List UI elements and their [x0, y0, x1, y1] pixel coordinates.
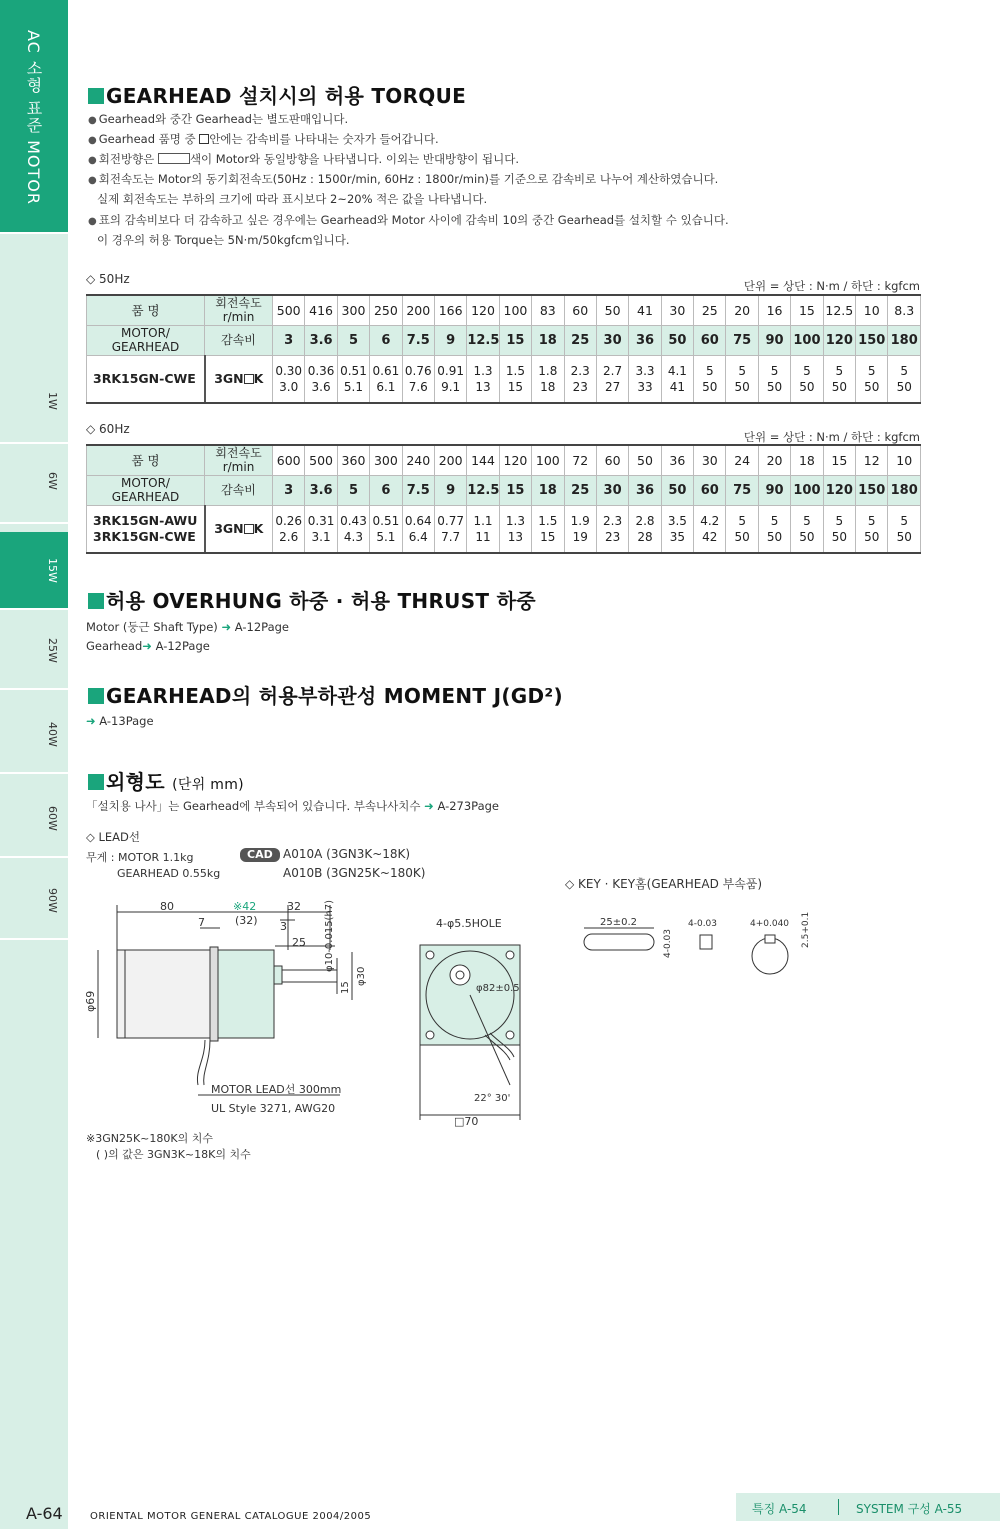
dim-hole: 4-φ5.5HOLE	[436, 917, 502, 930]
overhung-ref-line	[86, 619, 289, 635]
torque-cell: 5 50	[791, 355, 823, 403]
ratio-cell: 15	[499, 475, 531, 505]
torque-cell: 1.5 15	[532, 505, 564, 553]
speed-cell: 120	[499, 445, 531, 475]
model-cell: 3RK15GN-CWE	[87, 355, 205, 403]
speed-cell: 60	[564, 295, 596, 325]
thrust-ref-line	[86, 639, 210, 653]
motor-gearhead-header: MOTOR/ GEARHEAD	[87, 325, 205, 355]
sidebar-tab-label: 25W	[46, 638, 59, 663]
name-header: 품 명	[87, 295, 205, 325]
note-text: 색이 Motor와 동일방향을 나타냅니다. 이외는 반대방향이 됩니다.	[189, 152, 520, 166]
torque-cell: 5 50	[888, 355, 921, 403]
sidebar-tab-25w[interactable]	[0, 612, 68, 690]
catalog-title: ORIENTAL MOTOR GENERAL CATALOGUE 2004/2005	[90, 1511, 372, 1522]
speed-cell: 50	[596, 295, 628, 325]
sidebar-spacer	[0, 232, 68, 366]
note-line: 실제 회전속도는 부하의 크기에 따라 표시보다 2~20% 적은 값을 나타냅니다.	[97, 192, 488, 206]
speed-cell: 250	[370, 295, 402, 325]
ref-text: Motor (둥근 Shaft Type)	[86, 620, 218, 634]
torque-cell: 0.61 6.1	[370, 355, 402, 403]
ratio-cell: 18	[532, 475, 564, 505]
sidebar-tab-label: 40W	[46, 722, 59, 747]
footer-divider	[838, 1499, 839, 1515]
sidebar-tab-6w[interactable]	[0, 446, 68, 524]
ratio-cell: 100	[791, 475, 823, 505]
section-unit: (단위 mm)	[172, 777, 244, 793]
speed-cell: 24	[726, 445, 758, 475]
arrow-right-icon: ➜	[86, 714, 96, 728]
ratio-cell: 150	[856, 325, 888, 355]
torque-cell: 0.30 3.0	[273, 355, 305, 403]
ratio-cell: 120	[823, 475, 855, 505]
section-title-text: 외형도	[106, 770, 165, 794]
dim-angle: 22° 30'	[474, 1093, 511, 1104]
speed-cell: 120	[467, 295, 499, 325]
torque-cell: 0.26 2.6	[273, 505, 305, 553]
speed-cell: 72	[564, 445, 596, 475]
torque-cell: 5 50	[856, 505, 888, 553]
section-title-text: GEARHEAD의 허용부하관성 MOMENT J(GD²)	[106, 684, 563, 708]
dim-square: □70	[454, 1115, 479, 1128]
torque-cell: 5 50	[823, 355, 855, 403]
dim-25: 25	[292, 936, 306, 949]
ratio-cell: 150	[856, 475, 888, 505]
torque-cell: 1.8 18	[532, 355, 564, 403]
ratio-cell: 25	[564, 325, 596, 355]
key-drawing	[570, 898, 820, 978]
section-title-dimensions	[88, 766, 244, 795]
ratio-cell: 60	[694, 325, 726, 355]
sidebar-tab-40w[interactable]	[0, 696, 68, 774]
key-label: ◇ KEY · KEY홈(GEARHEAD 부속품)	[565, 877, 763, 891]
torque-cell: 3.3 33	[629, 355, 661, 403]
ratio-cell: 3	[273, 325, 305, 355]
note-text: 「설치용 나사」는 Gearhead에 부속되어 있습니다. 부속나사치수	[86, 799, 421, 813]
cad-label: CAD	[240, 848, 280, 862]
speed-cell: 50	[629, 445, 661, 475]
speed-cell: 41	[629, 295, 661, 325]
speed-cell: 60	[596, 445, 628, 475]
ratio-cell: 60	[694, 475, 726, 505]
ratio-cell: 3.6	[305, 325, 337, 355]
speed-cell: 500	[273, 295, 305, 325]
freq-60hz-label: ◇ 60Hz	[86, 422, 130, 436]
speed-cell: 30	[694, 445, 726, 475]
section-square-icon	[88, 688, 104, 704]
key-width-2: 4-0.03	[688, 919, 718, 929]
speed-cell: 200	[434, 445, 466, 475]
sidebar-tab-label: 60W	[46, 806, 59, 831]
footnote-1: ※3GN25K~180K의 치수	[86, 1132, 213, 1145]
ratio-cell: 90	[758, 475, 790, 505]
speed-cell: 18	[791, 445, 823, 475]
ratio-cell: 75	[726, 325, 758, 355]
torque-cell: 0.43 4.3	[337, 505, 369, 553]
torque-cell: 2.3 23	[596, 505, 628, 553]
section-title-torque	[88, 80, 466, 109]
ratio-cell: 180	[888, 475, 921, 505]
section-square-icon	[88, 88, 104, 104]
sidebar-tab-label: 15W	[46, 558, 59, 583]
side-view-drawing	[80, 890, 380, 1130]
note-line: 이 경우의 허용 Torque는 5N·m/50kgfcm입니다.	[97, 233, 350, 247]
ratio-cell: 50	[661, 325, 693, 355]
torque-cell: 1.3 13	[499, 505, 531, 553]
torque-cell: 4.1 41	[661, 355, 693, 403]
section-title-text: 허용 OVERHUNG 하중 · 허용 THRUST 하중	[106, 589, 536, 613]
speed-cell: 300	[370, 445, 402, 475]
note-text: 안에는 감속비를 나타내는 숫자가 들어갑니다.	[209, 132, 439, 146]
ratio-cell: 25	[564, 475, 596, 505]
speed-cell: 10	[856, 295, 888, 325]
ratio-cell: 9	[434, 325, 466, 355]
lead-spec-2: UL Style 3271, AWG20	[211, 1102, 336, 1115]
speed-cell: 10	[888, 445, 921, 475]
sidebar-tab-60w[interactable]	[0, 780, 68, 858]
front-view-drawing	[410, 905, 540, 1130]
key-length: 25±0.2	[600, 917, 638, 928]
speed-cell: 15	[823, 445, 855, 475]
torque-cell: 4.2 42	[694, 505, 726, 553]
motor-gearhead-header: MOTOR/ GEARHEAD	[87, 475, 205, 505]
speed-cell: 144	[467, 445, 499, 475]
sidebar-tab-90w[interactable]	[0, 862, 68, 940]
dim-32-paren: (32)	[235, 914, 258, 927]
key-width-1: 4-0.03	[663, 928, 673, 958]
sidebar-main-tab[interactable]	[0, 0, 68, 232]
ratio-cell: 18	[532, 325, 564, 355]
speed-cell: 360	[337, 445, 369, 475]
dim-pcd: φ82±0.5	[476, 983, 520, 994]
torque-cell: 5 50	[726, 355, 758, 403]
ratio-cell: 50	[661, 475, 693, 505]
speed-cell: 36	[661, 445, 693, 475]
speed-header: 회전속도 r/min	[205, 295, 273, 325]
ratio-cell: 120	[823, 325, 855, 355]
torque-cell: 5 50	[856, 355, 888, 403]
ratio-cell: 30	[596, 475, 628, 505]
arrow-right-icon: ➜	[424, 799, 434, 813]
section-title-moment	[88, 680, 563, 709]
freq-50hz-label: ◇ 50Hz	[86, 272, 130, 286]
torque-cell: 5 50	[758, 505, 790, 553]
arrow-right-icon: ➜	[142, 639, 152, 653]
torque-cell: 2.8 28	[629, 505, 661, 553]
ratio-header: 감속비	[205, 325, 273, 355]
gearhead-cell: 3GN K	[205, 355, 273, 403]
dim-42: ※42	[233, 900, 257, 913]
dim-69: φ69	[84, 990, 97, 1012]
sidebar	[0, 0, 68, 1529]
key-slot: 4+0.040	[750, 919, 790, 929]
note-line: ● Gearhead와 중간 Gearhead는 별도판매입니다.	[88, 111, 348, 127]
screw-note-line	[86, 798, 499, 814]
speed-cell: 16	[758, 295, 790, 325]
note-line	[88, 151, 519, 167]
footer-ref-system[interactable]: SYSTEM 구성 A-55	[856, 1502, 963, 1516]
page-ref-link[interactable]: A-13Page	[99, 714, 154, 728]
ratio-cell: 100	[791, 325, 823, 355]
box-placeholder-icon	[199, 134, 209, 144]
ratio-cell: 5	[337, 475, 369, 505]
torque-cell: 5 50	[888, 505, 921, 553]
ratio-cell: 12.5	[467, 475, 499, 505]
torque-cell: 3.5 35	[661, 505, 693, 553]
ratio-cell: 6	[370, 475, 402, 505]
dim-15: 15	[340, 981, 351, 994]
dim-80: 80	[160, 900, 174, 913]
torque-cell: 0.31 3.1	[305, 505, 337, 553]
moment-ref-line	[86, 714, 154, 728]
ratio-header: 감속비	[205, 475, 273, 505]
speed-cell: 100	[532, 445, 564, 475]
name-header: 품 명	[87, 445, 205, 475]
direction-swatch	[158, 153, 190, 164]
lead-label: ◇ LEAD선	[86, 830, 141, 844]
ref-text: Gearhead	[86, 639, 143, 653]
ratio-cell: 15	[499, 325, 531, 355]
footer-refs	[736, 1493, 1000, 1521]
box-placeholder-icon	[244, 374, 254, 384]
dim-shaft: φ10-0.015(h7)	[324, 899, 335, 972]
torque-cell: 1.5 15	[499, 355, 531, 403]
ratio-cell: 180	[888, 325, 921, 355]
speed-header: 회전속도 r/min	[205, 445, 273, 475]
lead-spec-1: MOTOR LEAD선 300mm	[211, 1083, 342, 1096]
dim-7: 7	[198, 916, 205, 929]
torque-table-50hz	[86, 294, 921, 404]
torque-cell: 1.1 11	[467, 505, 499, 553]
unit-note: 단위 = 상단 : N·m / 하단 : kgfcm	[743, 279, 920, 293]
speed-cell: 166	[434, 295, 466, 325]
section-square-icon	[88, 593, 104, 609]
torque-cell: 0.51 5.1	[337, 355, 369, 403]
ratio-cell: 36	[629, 475, 661, 505]
dim-32: 32	[287, 900, 301, 913]
torque-cell: 1.3 13	[467, 355, 499, 403]
weight-motor: 무게 : MOTOR 1.1kg	[86, 851, 194, 864]
sidebar-tab-label: 90W	[46, 888, 59, 913]
sidebar-tab-label: 1W	[46, 392, 59, 410]
speed-cell: 416	[305, 295, 337, 325]
ratio-cell: 75	[726, 475, 758, 505]
section-title-overhung	[88, 585, 536, 614]
dim-30: φ30	[356, 966, 367, 986]
gearhead-cell: 3GN K	[205, 505, 273, 553]
torque-cell: 0.51 5.1	[370, 505, 402, 553]
speed-cell: 25	[694, 295, 726, 325]
sidebar-tab-label: 6W	[46, 472, 59, 490]
note-text: Gearhead 품명 중	[98, 132, 196, 146]
torque-cell: 5 50	[726, 505, 758, 553]
cad-badge	[240, 847, 280, 862]
note-text: 회전방향은	[98, 152, 155, 166]
ratio-cell: 7.5	[402, 325, 434, 355]
torque-cell: 5 50	[758, 355, 790, 403]
key-depth: 2.5+0.1	[801, 911, 811, 948]
footer-ref-features[interactable]: 특징 A-54	[752, 1502, 807, 1516]
torque-cell: 0.91 9.1	[434, 355, 466, 403]
speed-cell: 300	[337, 295, 369, 325]
torque-cell: 0.77 7.7	[434, 505, 466, 553]
sidebar-main-label: AC 소형 표준 MOTOR	[24, 30, 43, 205]
speed-cell: 12.5	[823, 295, 855, 325]
page-number: A-64	[26, 1504, 63, 1523]
sidebar-tab-15w[interactable]	[0, 532, 68, 610]
torque-cell: 2.7 27	[596, 355, 628, 403]
speed-cell: 600	[273, 445, 305, 475]
unit-note: 단위 = 상단 : N·m / 하단 : kgfcm	[743, 430, 920, 444]
note-line: ● 회전속도는 Motor의 동기회전속도(50Hz : 1500r/min, 60Hz : 1800r/min)를 기준으로 감속비로 나누어 계산하였습니다.	[88, 171, 718, 187]
page-ref-link[interactable]: A-273Page	[437, 799, 500, 813]
speed-cell: 100	[499, 295, 531, 325]
ratio-cell: 3.6	[305, 475, 337, 505]
speed-cell: 240	[402, 445, 434, 475]
torque-cell: 0.64 6.4	[402, 505, 434, 553]
ratio-cell: 3	[273, 475, 305, 505]
speed-cell: 15	[791, 295, 823, 325]
model-cell: 3RK15GN-AWU 3RK15GN-CWE	[87, 505, 205, 553]
speed-cell: 20	[758, 445, 790, 475]
page-ref-link[interactable]: A-12Page	[155, 639, 210, 653]
torque-cell: 0.36 3.6	[305, 355, 337, 403]
ratio-cell: 7.5	[402, 475, 434, 505]
torque-cell: 1.9 19	[564, 505, 596, 553]
page-ref-link[interactable]: A-12Page	[234, 620, 289, 634]
note-line	[88, 131, 439, 147]
speed-cell: 30	[661, 295, 693, 325]
section-title-text: GEARHEAD 설치시의 허용 TORQUE	[106, 84, 467, 108]
ratio-cell: 9	[434, 475, 466, 505]
torque-cell: 5 50	[791, 505, 823, 553]
speed-cell: 8.3	[888, 295, 921, 325]
ratio-cell: 12.5	[467, 325, 499, 355]
torque-cell: 0.76 7.6	[402, 355, 434, 403]
box-placeholder-icon	[244, 524, 254, 534]
arrow-right-icon: ➜	[221, 620, 232, 634]
note-line: ● 표의 감속비보다 더 감속하고 싶은 경우에는 Gearhead와 Motor 사이에 감속비 10의 중간 Gearhead를 설치할 수 있습니다.	[88, 212, 729, 228]
cad-ref-1[interactable]: A010A (3GN3K~18K)	[283, 847, 411, 861]
ratio-cell: 36	[629, 325, 661, 355]
speed-cell: 83	[532, 295, 564, 325]
ratio-cell: 5	[337, 325, 369, 355]
ratio-cell: 30	[596, 325, 628, 355]
torque-cell: 2.3 23	[564, 355, 596, 403]
speed-cell: 12	[856, 445, 888, 475]
dim-3: 3	[280, 920, 287, 933]
speed-cell: 500	[305, 445, 337, 475]
speed-cell: 20	[726, 295, 758, 325]
footnote-2: ( )의 값은 3GN3K~18K의 치수	[96, 1148, 251, 1161]
sidebar-tab-1w[interactable]	[0, 366, 68, 444]
section-square-icon	[88, 774, 104, 790]
ratio-cell: 90	[758, 325, 790, 355]
torque-table-60hz	[86, 444, 921, 554]
speed-cell: 200	[402, 295, 434, 325]
weight-gearhead: GEARHEAD 0.55kg	[117, 867, 221, 880]
torque-cell: 5 50	[823, 505, 855, 553]
ratio-cell: 6	[370, 325, 402, 355]
cad-ref-2[interactable]: A010B (3GN25K~180K)	[283, 866, 426, 880]
torque-cell: 5 50	[694, 355, 726, 403]
